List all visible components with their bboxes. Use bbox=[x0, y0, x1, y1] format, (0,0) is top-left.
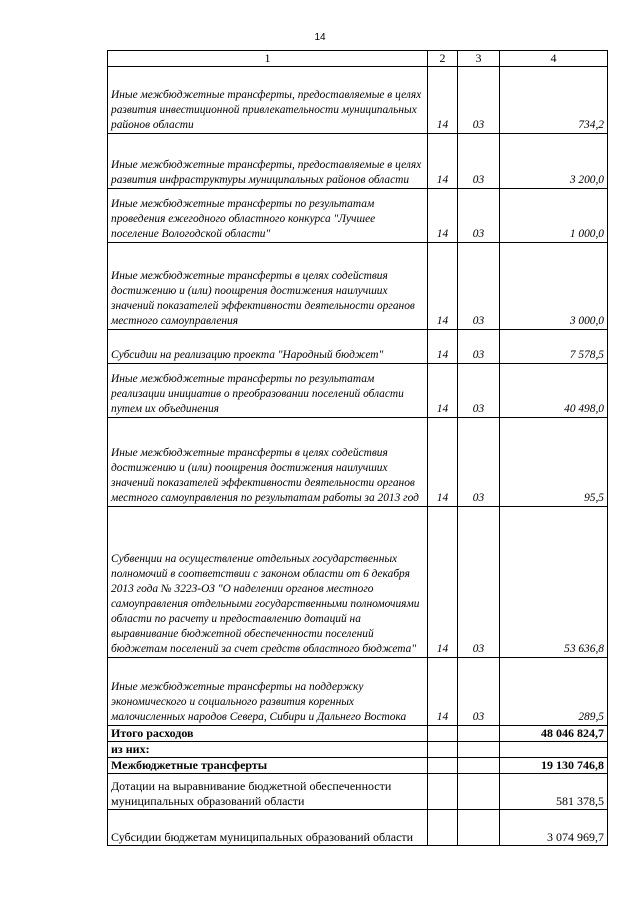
row-description: Иные межбюджетные трансферты, предоставляемые в целях развития инфраструктуры муниципальных районов области bbox=[108, 134, 428, 189]
empty-cell bbox=[428, 774, 458, 810]
subrow-description: Субсидии бюджетам муниципальных образований области bbox=[108, 810, 428, 846]
transfers-label: Межбюджетные трансферты bbox=[108, 758, 428, 774]
of-which-label: из них: bbox=[108, 742, 428, 758]
row-subsection-code: 03 bbox=[458, 418, 500, 507]
empty-cell bbox=[458, 758, 500, 774]
empty-cell bbox=[428, 758, 458, 774]
table-row bbox=[108, 134, 608, 189]
row-subsection-code: 03 bbox=[458, 67, 500, 134]
total-row bbox=[108, 726, 608, 742]
total-amount: 48 046 824,7 bbox=[500, 726, 608, 742]
row-description: Субвенции на осуществление отдельных государственных полномочий в соответствии с законом области от 6 декабря 2013 года № 3223-ОЗ "О наделении органов местного самоуправления отдельными государственными полномочиями области по расчету и предоставлению дотаций на выравнивание бюджетной обеспеченности поселений бюджетам поселений за счет средств областного бюджета" bbox=[108, 507, 428, 658]
empty-cell bbox=[458, 742, 500, 758]
row-description: Субсидии на реализацию проекта "Народный бюджет" bbox=[108, 330, 428, 364]
row-description: Иные межбюджетные трансферты в целях содействия достижению и (или) поощрения достижения наилучших значений показателей эффективности деятельности органов местного самоуправления bbox=[108, 243, 428, 330]
row-amount: 3 200,0 bbox=[500, 134, 608, 189]
row-section-code: 14 bbox=[428, 507, 458, 658]
row-amount: 734,2 bbox=[500, 67, 608, 134]
row-description: Иные межбюджетные трансферты по результатам проведения ежегодного областного конкурса "Лучшее поселение Вологодской области" bbox=[108, 189, 428, 243]
subrow-amount: 581 378,5 bbox=[500, 774, 608, 810]
row-amount: 7 578,5 bbox=[500, 330, 608, 364]
row-subsection-code: 03 bbox=[458, 243, 500, 330]
table-row bbox=[108, 243, 608, 330]
row-subsection-code: 03 bbox=[458, 658, 500, 726]
row-description: Иные межбюджетные трансферты, предоставляемые в целях развития инвестиционной привлекательности муниципальных районов области bbox=[108, 67, 428, 134]
row-amount: 53 636,8 bbox=[500, 507, 608, 658]
row-section-code: 14 bbox=[428, 67, 458, 134]
empty-cell bbox=[428, 742, 458, 758]
subrow bbox=[108, 774, 608, 810]
table-row bbox=[108, 67, 608, 134]
row-description: Иные межбюджетные трансферты по результатам реализации инициатив о преобразовании поселений области путем их объединения bbox=[108, 364, 428, 418]
row-subsection-code: 03 bbox=[458, 189, 500, 243]
empty-cell bbox=[500, 742, 608, 758]
budget-table bbox=[107, 50, 608, 846]
table-row bbox=[108, 189, 608, 243]
row-section-code: 14 bbox=[428, 134, 458, 189]
row-section-code: 14 bbox=[428, 189, 458, 243]
row-section-code: 14 bbox=[428, 330, 458, 364]
table-row bbox=[108, 507, 608, 658]
empty-cell bbox=[458, 774, 500, 810]
row-subsection-code: 03 bbox=[458, 330, 500, 364]
row-section-code: 14 bbox=[428, 243, 458, 330]
row-amount: 289,5 bbox=[500, 658, 608, 726]
total-label: Итого расходов bbox=[108, 726, 428, 742]
row-subsection-code: 03 bbox=[458, 364, 500, 418]
row-section-code: 14 bbox=[428, 418, 458, 507]
header-col-2: 2 bbox=[428, 51, 458, 67]
table-row bbox=[108, 658, 608, 726]
row-amount: 1 000,0 bbox=[500, 189, 608, 243]
header-col-3: 3 bbox=[458, 51, 500, 67]
row-amount: 95,5 bbox=[500, 418, 608, 507]
subrow-amount: 3 074 969,7 bbox=[500, 810, 608, 846]
transfers-amount: 19 130 746,8 bbox=[500, 758, 608, 774]
row-section-code: 14 bbox=[428, 364, 458, 418]
of-which-row bbox=[108, 742, 608, 758]
empty-cell bbox=[458, 810, 500, 846]
header-col-1: 1 bbox=[108, 51, 428, 67]
subrow-description: Дотации на выравнивание бюджетной обеспеченности муниципальных образований области bbox=[108, 774, 428, 810]
transfers-row bbox=[108, 758, 608, 774]
empty-cell bbox=[428, 726, 458, 742]
page-number: 14 bbox=[314, 32, 326, 43]
row-subsection-code: 03 bbox=[458, 507, 500, 658]
empty-cell bbox=[428, 810, 458, 846]
table-row bbox=[108, 330, 608, 364]
row-subsection-code: 03 bbox=[458, 134, 500, 189]
header-col-4: 4 bbox=[500, 51, 608, 67]
row-description: Иные межбюджетные трансферты на поддержку экономического и социального развития коренных малочисленных народов Севера, Сибири и Дальнего Востока bbox=[108, 658, 428, 726]
row-section-code: 14 bbox=[428, 658, 458, 726]
row-description: Иные межбюджетные трансферты в целях содействия достижению и (или) поощрения достижения наилучших значений показателей эффективности деятельности органов местного самоуправления по результатам работы за 2013 год bbox=[108, 418, 428, 507]
header-row bbox=[108, 51, 608, 67]
table-row bbox=[108, 418, 608, 507]
table-row bbox=[108, 364, 608, 418]
row-amount: 40 498,0 bbox=[500, 364, 608, 418]
subrow bbox=[108, 810, 608, 846]
empty-cell bbox=[458, 726, 500, 742]
row-amount: 3 000,0 bbox=[500, 243, 608, 330]
